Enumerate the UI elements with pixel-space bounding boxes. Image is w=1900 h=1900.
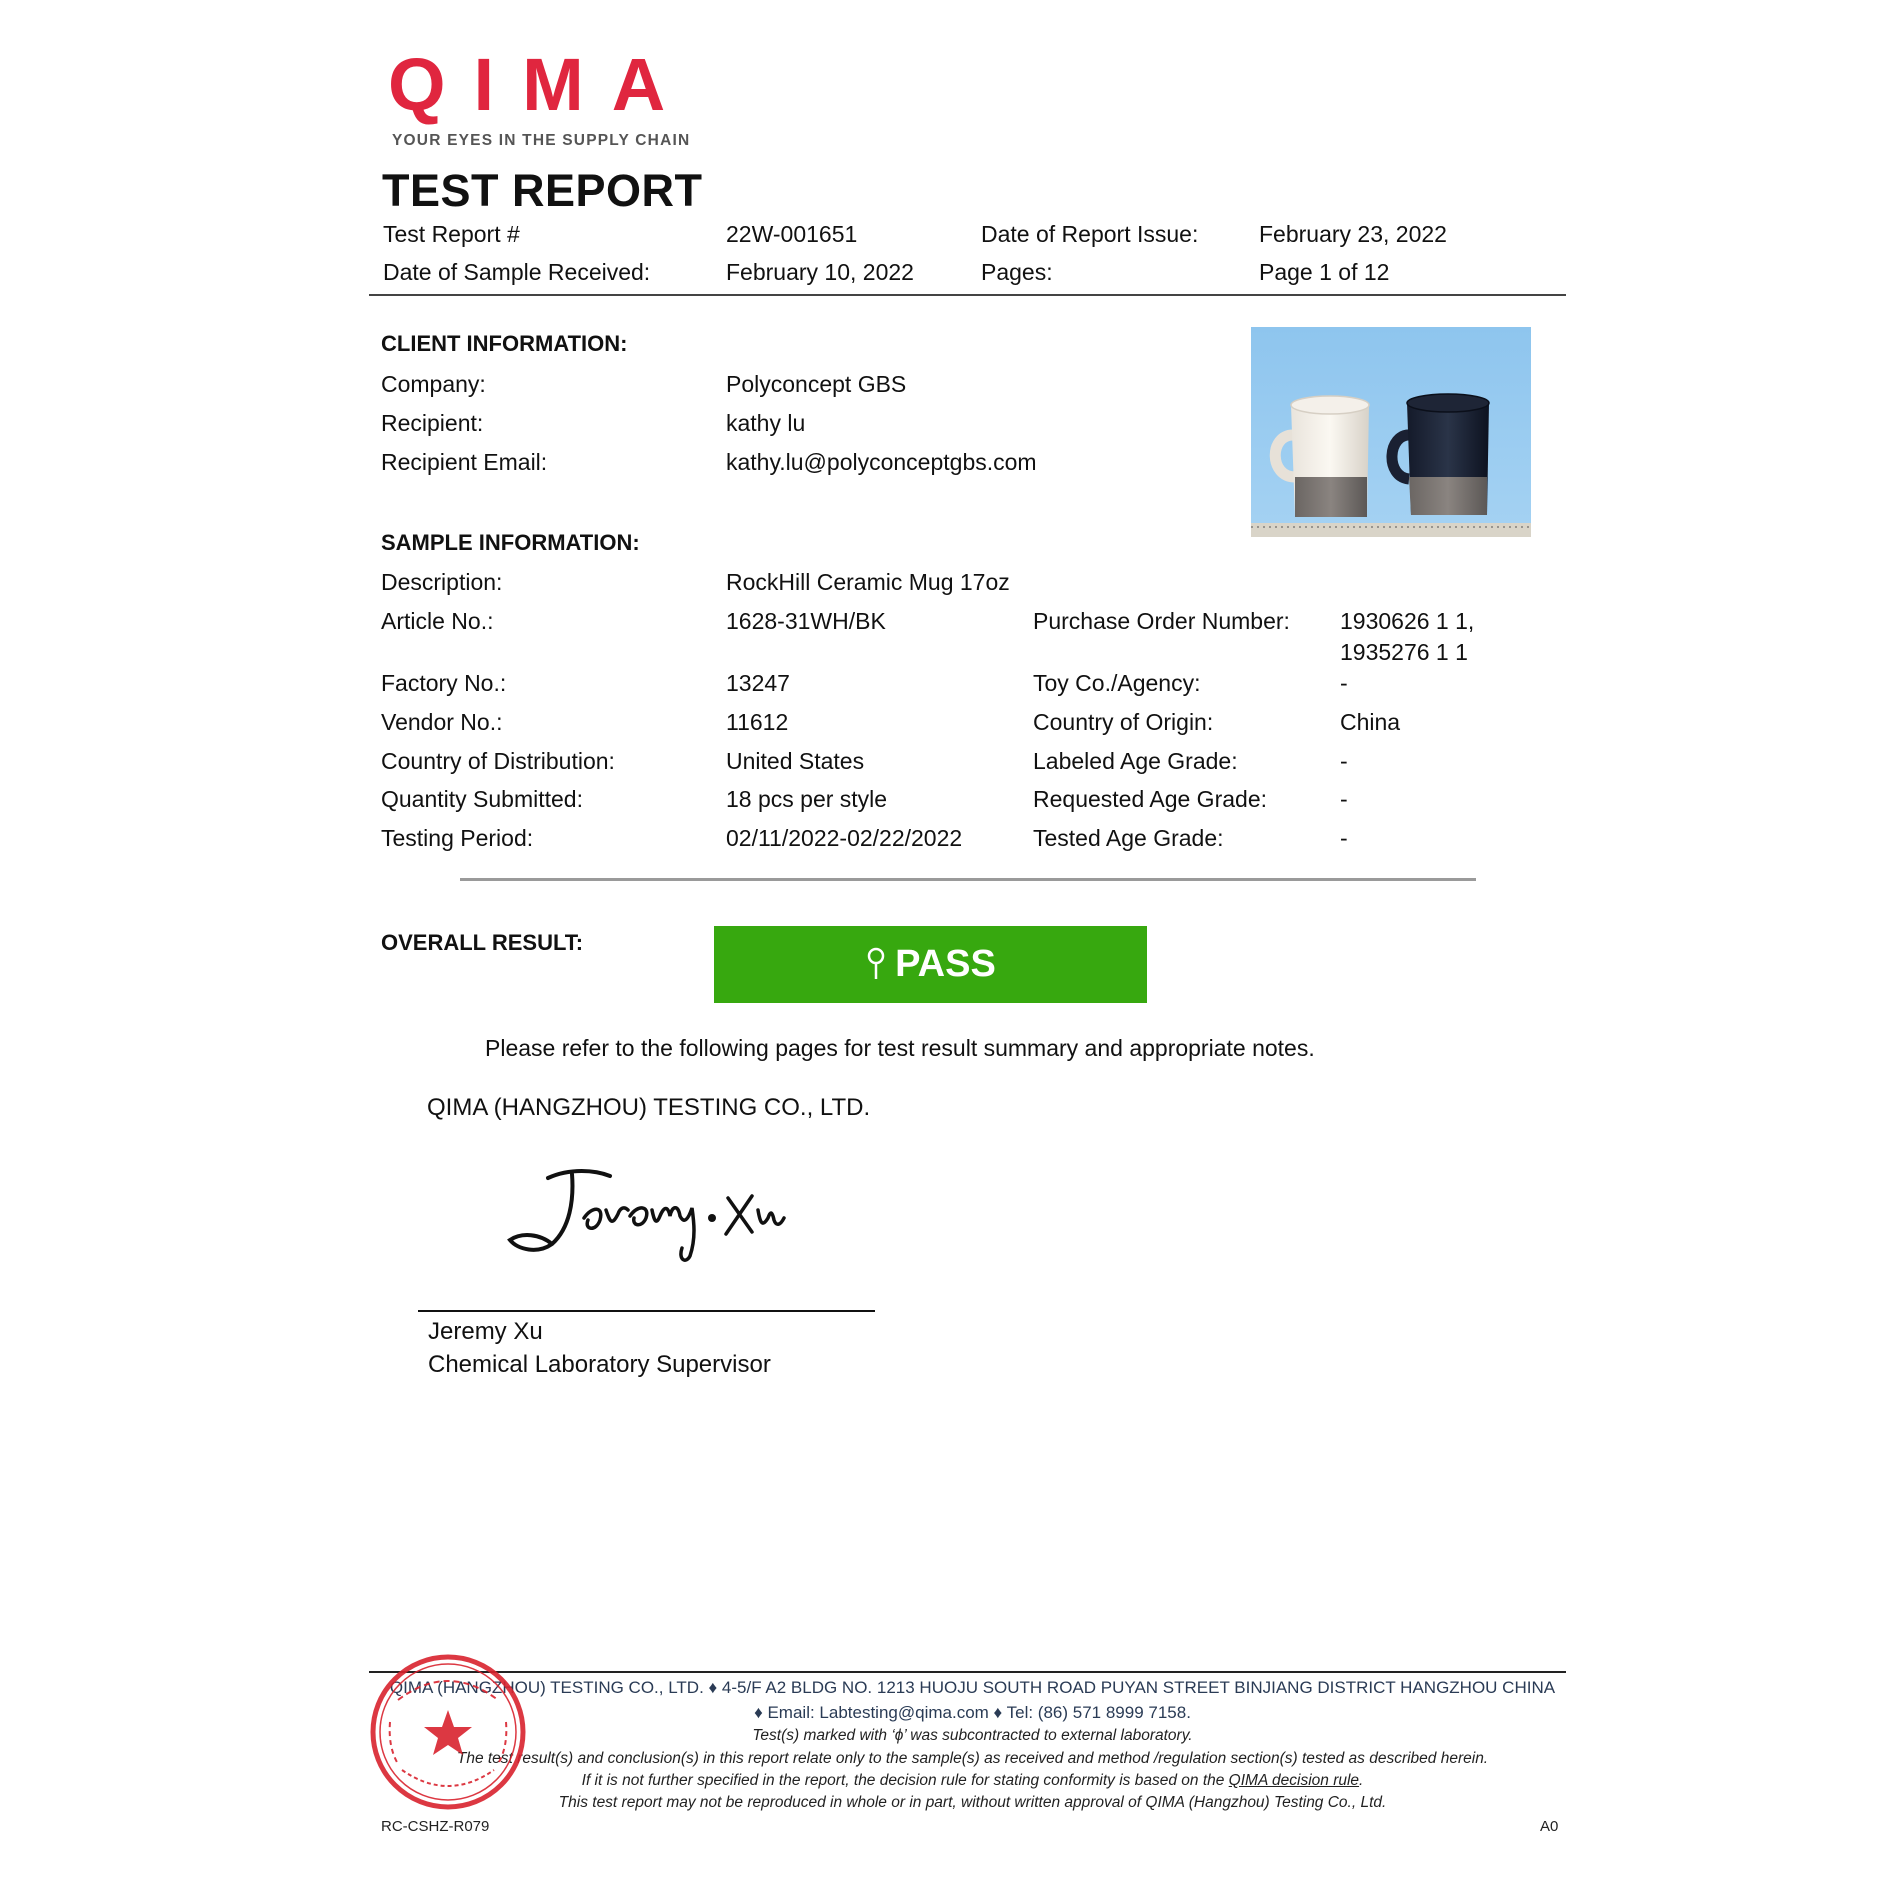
handwritten-signature	[500, 1160, 800, 1270]
requested-age-value: -	[1340, 786, 1348, 812]
recipient-label: Recipient:	[381, 410, 484, 436]
factory-value: 13247	[726, 670, 790, 696]
signer-title: Chemical Laboratory Supervisor	[428, 1351, 771, 1378]
signer-name: Jeremy Xu	[428, 1318, 543, 1345]
result-note: Please refer to the following pages for test result summary and appropriate notes.	[485, 1035, 1315, 1061]
issue-date-label: Date of Report Issue:	[981, 221, 1199, 247]
pass-badge	[714, 926, 1147, 1003]
recipient-value: kathy lu	[726, 410, 806, 436]
footer-note-subcontract: Test(s) marked with ‘ϕ’ was subcontracted to external laboratory.	[752, 1727, 1193, 1744]
distribution-label: Country of Distribution:	[381, 748, 615, 774]
decision-rule-link[interactable]: QIMA decision rule	[1228, 1772, 1360, 1789]
product-photo	[1251, 327, 1531, 537]
company-value: Polyconcept GBS	[726, 371, 907, 397]
distribution-value: United States	[726, 748, 865, 774]
pages-value: Page 1 of 12	[1259, 259, 1390, 285]
tested-age-value: -	[1340, 825, 1348, 851]
labeled-age-value: -	[1340, 748, 1348, 774]
page-title: TEST REPORT	[382, 165, 703, 216]
period-label: Testing Period:	[381, 825, 534, 851]
factory-label: Factory No.:	[381, 670, 507, 696]
quantity-label: Quantity Submitted:	[381, 786, 583, 812]
article-label: Article No.:	[381, 608, 494, 634]
po-value-line1: 1930626 1 1,	[1340, 608, 1475, 634]
email-value: kathy.lu@polyconceptgbs.com	[726, 449, 1037, 475]
report-no-value: 22W-001651	[726, 221, 858, 247]
footer-note-results: The test result(s) and conclusion(s) in this report relate only to the sample(s) as received and method /regulation section(s) tested as described herein.	[456, 1750, 1489, 1767]
logo-tagline: YOUR EYES IN THE SUPPLY CHAIN	[392, 132, 691, 149]
vendor-value: 11612	[726, 709, 789, 735]
qima-logo: QIMA	[388, 43, 694, 126]
origin-label: Country of Origin:	[1033, 709, 1214, 735]
header-divider	[369, 294, 1566, 296]
email-label: Recipient Email:	[381, 449, 548, 475]
sample-divider	[460, 878, 1476, 881]
quantity-value: 18 pcs per style	[726, 786, 888, 812]
po-label: Purchase Order Number:	[1033, 608, 1290, 634]
pass-text: PASS	[895, 943, 996, 985]
description-value: RockHill Ceramic Mug 17oz	[726, 569, 1010, 595]
sample-heading: SAMPLE INFORMATION:	[381, 530, 640, 555]
key-icon	[865, 947, 887, 983]
footer-note-decision-rule	[380, 1772, 1565, 1790]
issue-date-value: February 23, 2022	[1259, 221, 1447, 247]
footer-note-reproduction: This test report may not be reproduced in whole or in part, without written approval of QIMA (Hangzhou) Testing Co., Ltd.	[558, 1794, 1387, 1811]
origin-value: China	[1340, 709, 1401, 735]
tested-age-label: Tested Age Grade:	[1033, 825, 1224, 851]
received-value: February 10, 2022	[726, 259, 914, 285]
client-heading: CLIENT INFORMATION:	[381, 331, 628, 356]
decision-rule-suffix: .	[1359, 1772, 1364, 1789]
pages-label: Pages:	[981, 259, 1053, 285]
period-value: 02/11/2022-02/22/2022	[726, 825, 963, 851]
report-no-label: Test Report #	[383, 221, 520, 247]
received-label: Date of Sample Received:	[383, 259, 651, 285]
overall-result-label: OVERALL RESULT:	[381, 930, 584, 955]
lab-company: QIMA (HANGZHOU) TESTING CO., LTD.	[427, 1094, 871, 1121]
company-seal-stamp	[368, 1652, 528, 1812]
description-label: Description:	[381, 569, 503, 595]
footer-contact: ♦ Email: Labtesting@qima.com ♦ Tel: (86) 571 8999 7158.	[754, 1703, 1191, 1722]
vendor-label: Vendor No.:	[381, 709, 503, 735]
form-code: RC-CSHZ-R079	[381, 1818, 490, 1835]
toy-label: Toy Co./Agency:	[1033, 670, 1201, 696]
revision-code: A0	[1540, 1818, 1559, 1835]
company-label: Company:	[381, 371, 486, 397]
signature-line	[418, 1310, 875, 1312]
requested-age-label: Requested Age Grade:	[1033, 786, 1267, 812]
po-value-line2: 1935276 1 1	[1340, 639, 1468, 665]
decision-rule-prefix: If it is not further specified in the report, the decision rule for stating conformity is based on the	[581, 1772, 1229, 1789]
labeled-age-label: Labeled Age Grade:	[1033, 748, 1238, 774]
toy-value: -	[1340, 670, 1348, 696]
footer-divider	[369, 1671, 1566, 1673]
footer-address: QIMA (HANGZHOU) TESTING CO., LTD. ♦ 4-5/F A2 BLDG NO. 1213 HUOJU SOUTH ROAD PUYAN STREET BINJIANG DISTRICT HANGZHOU CHINA	[389, 1678, 1556, 1697]
article-value: 1628-31WH/BK	[726, 608, 886, 634]
mugs-illustration	[1251, 327, 1531, 537]
